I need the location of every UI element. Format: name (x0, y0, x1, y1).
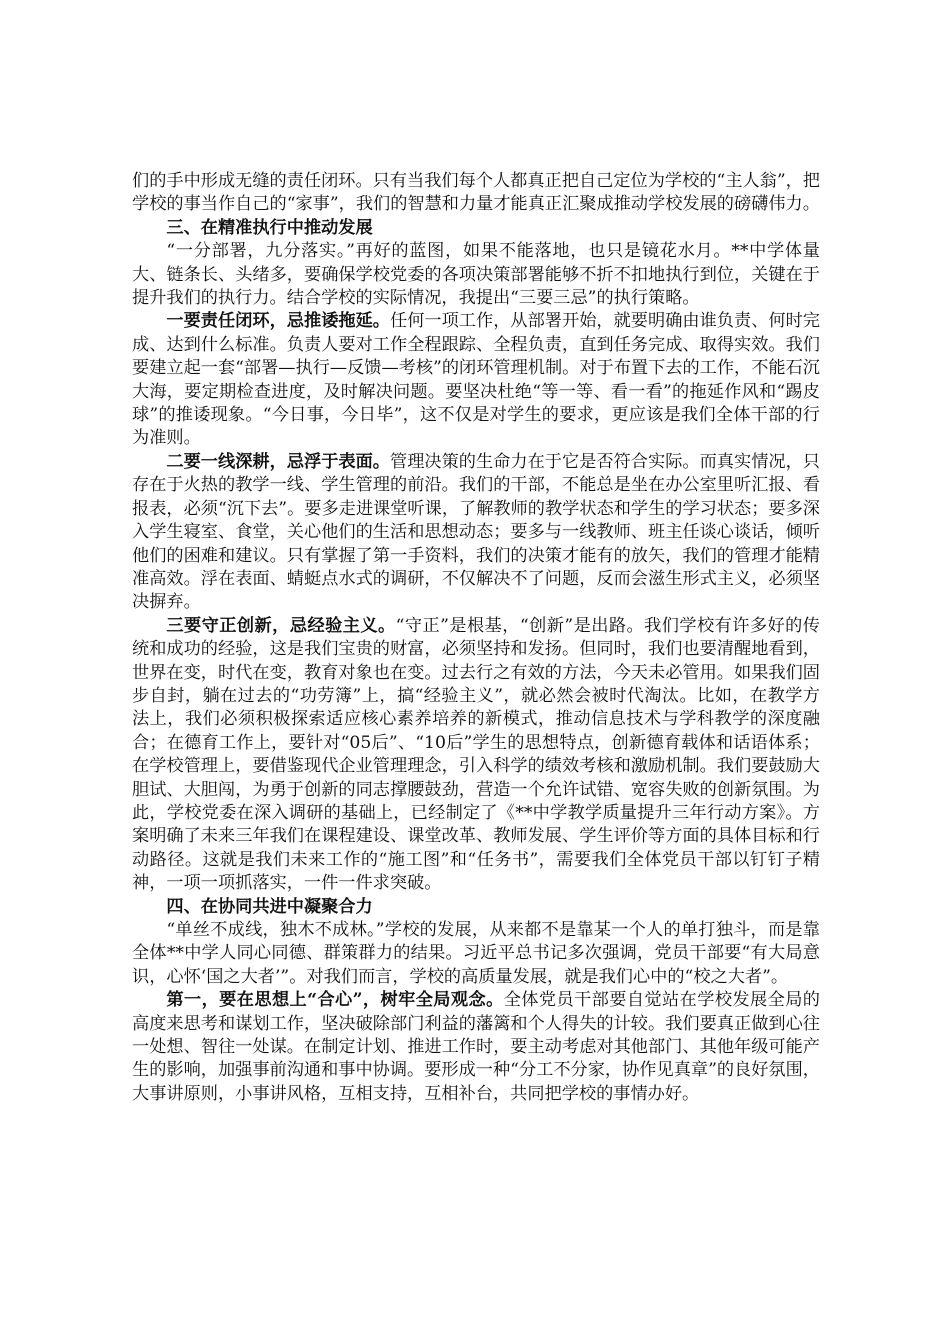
point-3-body: “守正”是根基，“创新”是出路。我们学校有许多好的传统和成功的经验，这是我们宝贵的财富，必须坚持和发扬。但同时，我们也要清醒地看到，世界在变，时代在变，教育对象也在变。过去行之有效的方法，今天未必管用。如果我们固步自封，躺在过去的“功劳簿”上，搞“经验主义”，就必然会被时代淘汰。比如，在教学方法上，我们必须积极探索适应核心素养培养的新模式，推动信息技术与学科教学的深度融合；在德育工作上，要针对“05后”、“10后”学生的思想特点，创新德育载体和话语体系；在学校管理上，要借鉴现代企业管理理念，引入科学的绩效考核和激励机制。我们要鼓励大胆试、大胆闯，为勇于创新的同志撑腰鼓劲，营造一个允许试错、宽容失败的创新氛围。为此，学校党委在深入调研的基础上，已经制定了《**中学教学质量提升三年行动方案》。方案明确了未来三年我们在课程建设、课堂改革、教师发展、学生评价等方面的具体目标和行动路径。这就是我们未来工作的“施工图”和“任务书”，需要我们全体党员干部以钉钉子精神，一项一项抓落实，一件一件求突破。 (132, 615, 820, 894)
paragraph-intro-4: “单丝不成线，独木不成林。”学校的发展，从来都不是靠某一个人的单打独斗，而是靠全体**中学人同心同德、群策群力的结果。习近平总书记多次强调，党员干部要“有大局意识，心怀‘国之大者’”。对我们而言，学校的高质量发展，就是我们心中的“校之大者”。 (132, 920, 820, 987)
paragraph-continuation: 们的手中形成无缝的责任闭环。只有当我们每个人都真正把自己定位为学校的“主人翁”，把学校的事当作自己的“家事”，我们的智慧和力量才能真正汇聚成推动学校发展的磅礴伟力。 (132, 171, 820, 215)
section-heading-3: 三、在精准执行中推动发展 (166, 217, 373, 238)
point-1-body: 任何一项工作，从部署开始，就要明确由谁负责、何时完成、达到什么标准。负责人要对工作全程跟踪、全程负责，直到任务完成、取得实效。我们要建立起一套“部署—执行—反馈—考核”的闭环管理机制。对于布置下去的工作，不能石沉大海，要定期检查进度，及时解决问题。要坚决杜绝“等一等、看一看”的拖延作风和“踢皮球”的推诿现象。“今日事，今日毕”，这不仅是对学生的要求，更应该是我们全体干部的行为准则。 (132, 311, 820, 449)
section-heading-4: 四、在协同共进中凝聚合力 (166, 896, 373, 917)
point-3-lead: 三要守正创新，忌经验主义。 (166, 615, 396, 636)
point-4-lead: 第一，要在思想上“合心”，树牢全局观念。 (166, 990, 504, 1011)
point-2-body: 管理决策的生命力在于它是否符合实际。而真实情况，只存在于火热的教学一线、学生管理的前沿。我们的干部，不能总是坐在办公室里听汇报、看报表，必须“沉下去”。要多走进课堂听课，了解教师的教学状态和学生的学习状态；要多深入学生寝室、食堂，关心他们的生活和思想动态；要多与一线教师、班主任谈心谈话，倾听他们的困难和建议。只有掌握了第一手资料，我们的决策才能有的放矢，我们的管理才能精准高效。浮在表面、蜻蜓点水式的调研，不仅解决不了问题，反而会滋生形式主义，必须坚决摒弃。 (132, 451, 820, 613)
paragraph-point-4 (132, 989, 820, 1106)
paragraph-point-3 (132, 615, 820, 896)
point-1-lead: 一要责任闭环，忌推诿拖延。 (166, 311, 390, 332)
paragraph-point-1 (132, 310, 820, 450)
point-4-body: 全体党员干部要自觉站在学校发展全局的高度来思考和谋划工作，坚决破除部门利益的藩篱和个人得失的计较。我们要真正做到心往一处想、智往一处谋。在制定计划、推进工作时，要主动考虑对其他部门、其他年级可能产生的影响，加强事前沟通和事中协调。要形成一种“分工不分家，协作见真章”的良好氛围，大事讲原则，小事讲风格，互相支持，互相补台，共同把学校的事情办好。 (132, 990, 820, 1104)
paragraph-intro-3: “一分部署，九分落实。”再好的蓝图，如果不能落地，也只是镜花水月。**中学体量大、链条长、头绪多，要确保学校党委的各项决策部署能够不折不扣地执行到位，关键在于提升我们的执行力。结合学校的实际情况，我提出“三要三忌”的执行策略。 (132, 241, 820, 309)
paragraph-point-2 (132, 451, 820, 615)
document-page (132, 170, 820, 1106)
point-2-lead: 二要一线深耕，忌浮于表面。 (166, 451, 390, 472)
